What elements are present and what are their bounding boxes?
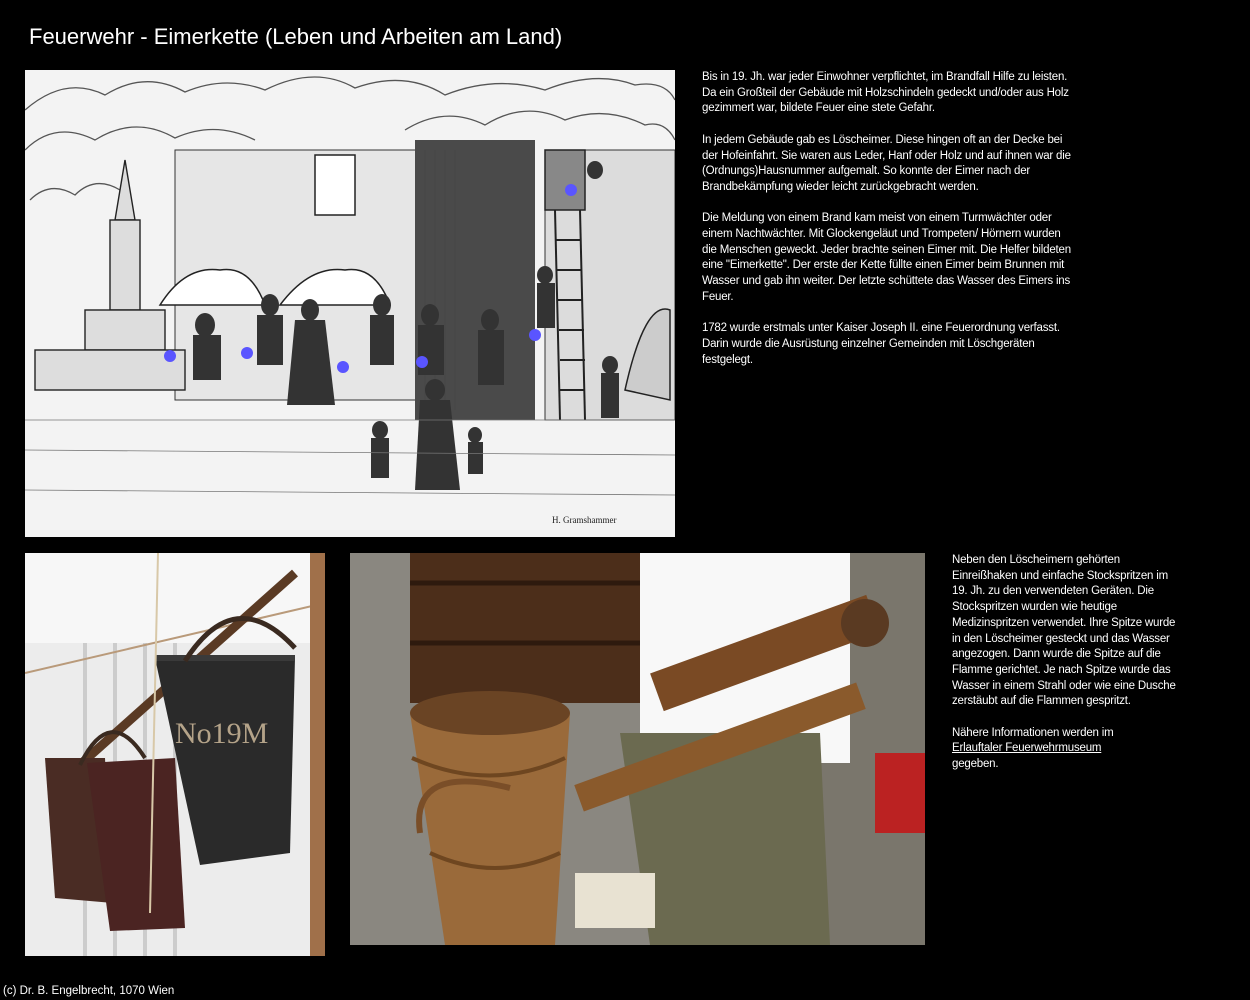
- paragraph-syringes: Neben den Löscheimern gehörten Einreißhaken und einfache Stockspritzen im 19. Jh. zu den verwendeten Geräten. Die Stockspritzen wurden wie heutige Medizinspritzen verwendet. Ihre Spitze wurde in den Löscheimer gesteckt und das Wasser angezogen. Dann wurde die Spitze auf die Flamme gerichtet. Je nach Spitze wurde das Wasser in einem Strahl oder wie eine Dusche zerstäubt auf die Flammen gespritzt.: [952, 554, 1176, 708]
- more-info-prefix: Nähere Informationen werden im: [952, 726, 1114, 739]
- more-info-suffix: gegeben.: [952, 758, 999, 771]
- paragraph-fire-alarm: Die Meldung von einem Brand kam meist von einem Turmwächter oder einem Nachtwächter. Mit Glockengeläut und Trompeten/ Hörnern wurden die Menschen geweckt. Jeder brachte seinen Eimer mit. Die Helfer bildeten eine "Eimerkette". Der erste der Kette füllte einen Eimer beim Brunnen mit Wasser und gab ihn weiter. Der letzte schüttete das Wasser des Eimers ins Feuer.: [702, 212, 1071, 303]
- info-text-equipment: [952, 553, 1182, 789]
- copyright-footer: (c) Dr. B. Engelbrecht, 1070 Wien: [3, 985, 175, 997]
- paragraph-more-info: [952, 726, 1182, 773]
- hanging-fire-buckets-photo: [25, 553, 325, 956]
- stock-syringe-photo: [350, 553, 925, 945]
- info-text-bucket-chain: [702, 70, 1072, 384]
- artist-signature: H. Gramshammer: [552, 515, 617, 525]
- bucket-chain-sketch-image: [25, 70, 675, 537]
- museum-link[interactable]: Erlauftaler Feuerwehrmuseum: [952, 742, 1102, 755]
- bucket-number-label: No19M: [175, 717, 269, 750]
- page-title: Feuerwehr - Eimerkette (Leben und Arbeiten am Land): [29, 24, 563, 49]
- paragraph-fire-buckets: In jedem Gebäude gab es Löscheimer. Diese hingen oft an der Decke bei der Hofeinfahrt. Sie waren aus Leder, Hanf oder Holz und auf ihnen war die (Ordnungs)Hausnummer aufgemalt. So konnte der Eimer nach der Brandbekämpfung wieder leicht zurückgebracht werden.: [702, 133, 1071, 193]
- paragraph-fire-regulation: 1782 wurde erstmals unter Kaiser Joseph II. eine Feuerordnung verfasst. Darin wurde die Ausrüstung einzelner Gemeinden mit Löschgeräten festgelegt.: [702, 322, 1060, 366]
- paragraph-civic-duty: Bis in 19. Jh. war jeder Einwohner verpflichtet, im Brandfall Hilfe zu leisten. Da ein Großteil der Gebäude mit Holzschindeln gedeckt und/oder aus Holz gezimmert war, bildete Feuer eine stete Gefahr.: [702, 71, 1069, 115]
